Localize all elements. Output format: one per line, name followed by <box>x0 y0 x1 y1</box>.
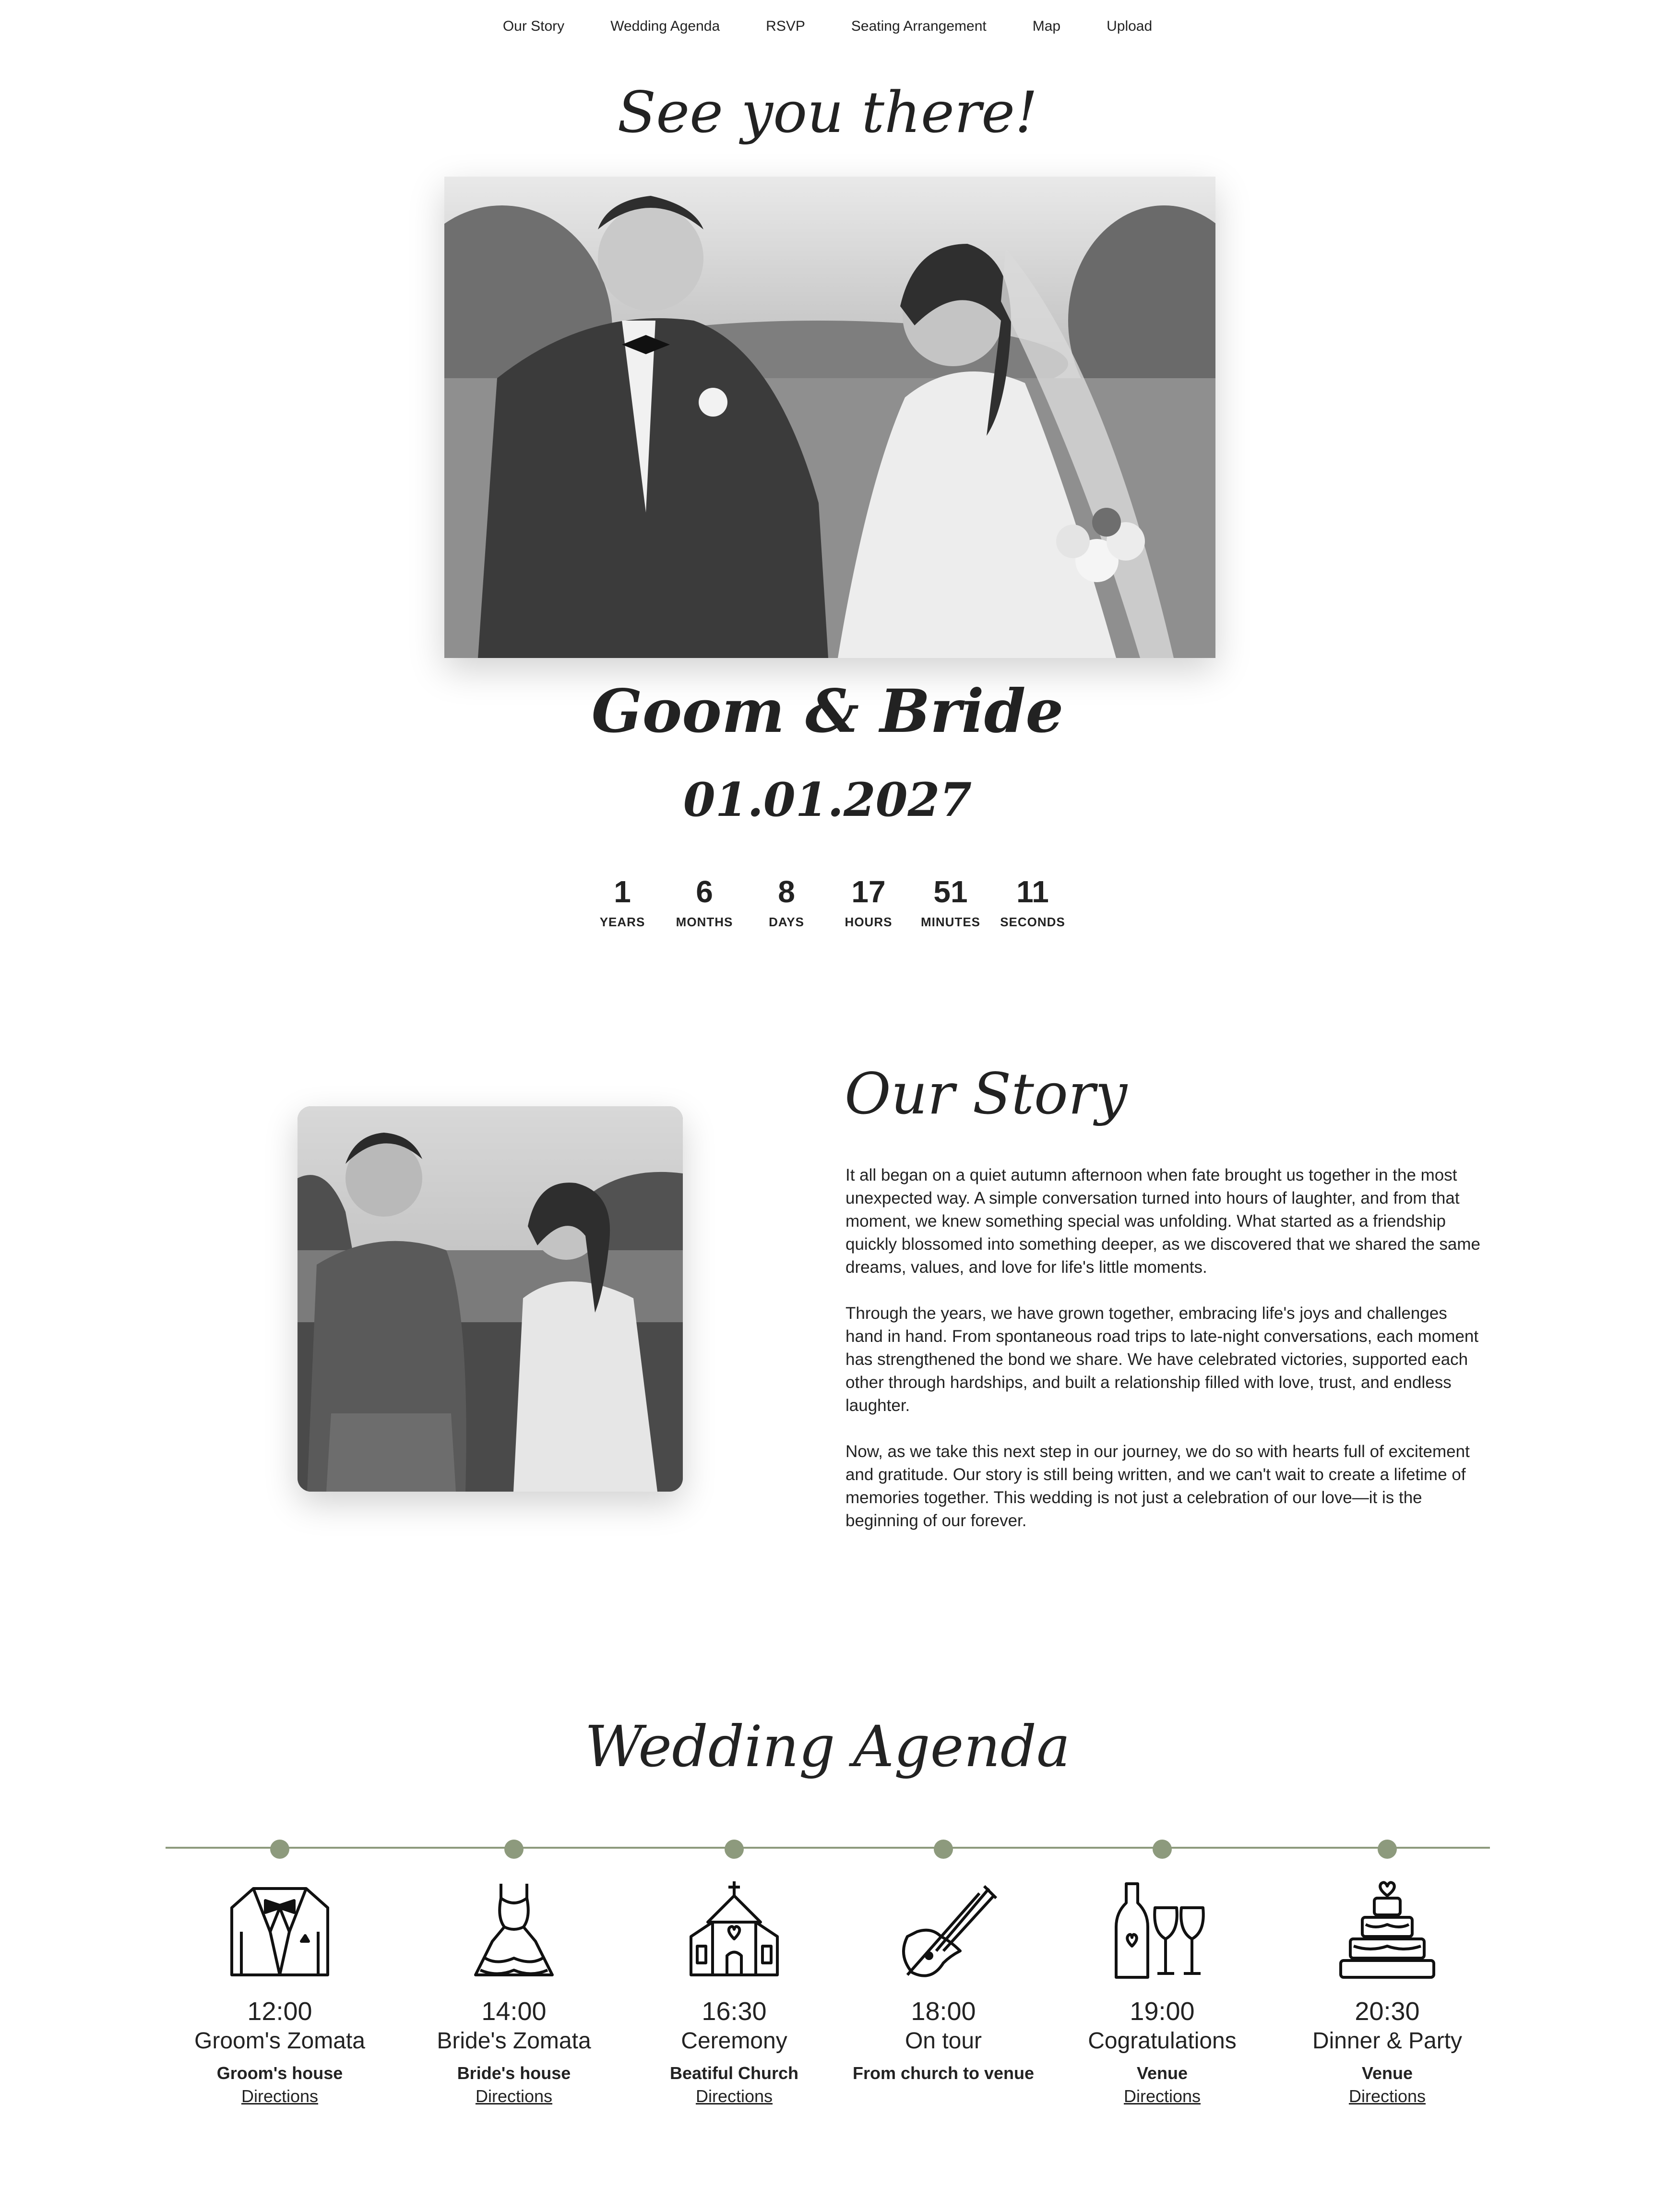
agenda-title: Wedding Agenda <box>584 1713 1071 1780</box>
countdown-months <box>664 873 746 930</box>
directions-link[interactable]: Directions <box>241 2086 319 2106</box>
countdown-label: MONTHS <box>676 915 733 929</box>
agenda-event: On tour <box>905 2028 982 2054</box>
countdown-value: 17 <box>851 874 886 909</box>
agenda-item-brides-zomata <box>408 1879 619 2108</box>
timeline-dot <box>1378 1840 1397 1859</box>
agenda-time: 18:00 <box>911 1997 976 2026</box>
timeline-dot <box>270 1840 289 1859</box>
countdown-minutes <box>910 873 992 930</box>
countdown-label: DAYS <box>769 915 804 929</box>
church-icon <box>679 1879 789 1982</box>
timeline-dot <box>504 1840 524 1859</box>
hero-couple-photo <box>444 177 1215 658</box>
agenda-place: Bride's house <box>457 2063 571 2083</box>
agenda-event: Groom's Zomata <box>194 2028 365 2054</box>
agenda-time: 16:30 <box>702 1997 767 2026</box>
couple-names: Goom & Bride <box>591 677 1064 746</box>
nav-link-seating-arrangement[interactable]: Seating Arrangement <box>851 18 987 34</box>
agenda-place: From church to venue <box>852 2063 1035 2083</box>
story-paragraph: It all began on a quiet autumn afternoon when fate brought us together in the most unexpected way. A simple conversation turned into hours of laughter, and from that moment, we knew something special was unfolding. What started as a friendship quickly blossomed into something deeper, as we discovered that we shared the same dreams, values, and love for life's little moments. <box>845 1166 1480 1277</box>
countdown-hours <box>828 873 910 930</box>
wedding-date: 01.01.2027 <box>683 773 972 827</box>
countdown-seconds <box>992 873 1074 930</box>
agenda-time: 12:00 <box>247 1997 312 2026</box>
agenda-event: Ceremony <box>681 2028 787 2054</box>
nav-link-wedding-agenda[interactable]: Wedding Agenda <box>610 18 720 34</box>
agenda-event: Bride's Zomata <box>437 2028 591 2054</box>
nav-link-map[interactable]: Map <box>1032 18 1061 34</box>
agenda-place: Venue <box>1361 2063 1413 2083</box>
directions-link[interactable]: Directions <box>1123 2086 1201 2106</box>
agenda-place: Groom's house <box>216 2063 343 2083</box>
nav-link-upload[interactable]: Upload <box>1107 18 1153 34</box>
cake-icon <box>1332 1879 1442 1982</box>
countdown-value: 51 <box>933 874 968 909</box>
countdown-days <box>746 873 828 930</box>
nav-link-rsvp[interactable]: RSVP <box>766 18 805 34</box>
directions-link[interactable]: Directions <box>695 2086 773 2106</box>
agenda-place: Venue <box>1136 2063 1188 2083</box>
countdown-value: 6 <box>696 874 713 909</box>
countdown-years <box>582 873 664 930</box>
story-paragraph: Now, as we take this next step in our journey, we do so with hearts full of excitement and gratitude. Our story is still being written, and we can't wait to create a lifetime of memories together. This wedding is not just a celebration of our love—it is the beginning of our forever. <box>845 1442 1470 1530</box>
timeline-dot <box>1153 1840 1172 1859</box>
story-title: Our Story <box>845 1061 1128 1127</box>
agenda-item-on-tour <box>838 1879 1049 2085</box>
countdown-label: YEARS <box>599 915 645 929</box>
agenda-item-congratulations <box>1057 1879 1268 2108</box>
top-nav <box>0 0 1655 53</box>
nav-link-our-story[interactable]: Our Story <box>502 18 565 34</box>
agenda-item-dinner-party <box>1282 1879 1493 2108</box>
agenda-event: Cogratulations <box>1088 2028 1237 2054</box>
countdown-value: 1 <box>614 874 631 909</box>
wine-glasses-icon <box>1107 1879 1217 1982</box>
dress-icon <box>459 1879 569 1982</box>
hero-heading: See you there! <box>617 79 1038 145</box>
timeline-dot <box>725 1840 744 1859</box>
agenda-item-grooms-zomata <box>174 1879 385 2108</box>
agenda-time: 14:00 <box>481 1997 547 2026</box>
agenda-place: Beatiful Church <box>669 2063 798 2083</box>
countdown-label: HOURS <box>845 915 893 929</box>
countdown-value: 8 <box>778 874 795 909</box>
timeline-dot <box>934 1840 953 1859</box>
agenda-timeline-line <box>166 1847 1490 1849</box>
directions-link[interactable]: Directions <box>1348 2086 1426 2106</box>
agenda-time: 19:00 <box>1130 1997 1195 2026</box>
countdown-timer <box>0 873 1655 930</box>
agenda-item-ceremony <box>629 1879 840 2108</box>
agenda-time: 20:30 <box>1355 1997 1420 2026</box>
countdown-label: SECONDS <box>1000 915 1065 929</box>
directions-link[interactable]: Directions <box>475 2086 553 2106</box>
violin-icon <box>888 1879 999 1982</box>
story-text <box>845 1164 1488 1555</box>
story-paragraph: Through the years, we have grown together, embracing life's joys and challenges hand in hand. From spontaneous road trips to late-night conversations, each moment has strengthened the bond we share. We have celebrated victories, supported each other through hardships, and built a relationship filled with love, trust, and endless laughter. <box>845 1304 1479 1415</box>
tuxedo-icon <box>225 1879 335 1982</box>
countdown-value: 11 <box>1016 874 1049 909</box>
agenda-event: Dinner & Party <box>1312 2028 1463 2054</box>
countdown-label: MINUTES <box>921 915 980 929</box>
story-couple-photo <box>298 1106 683 1492</box>
